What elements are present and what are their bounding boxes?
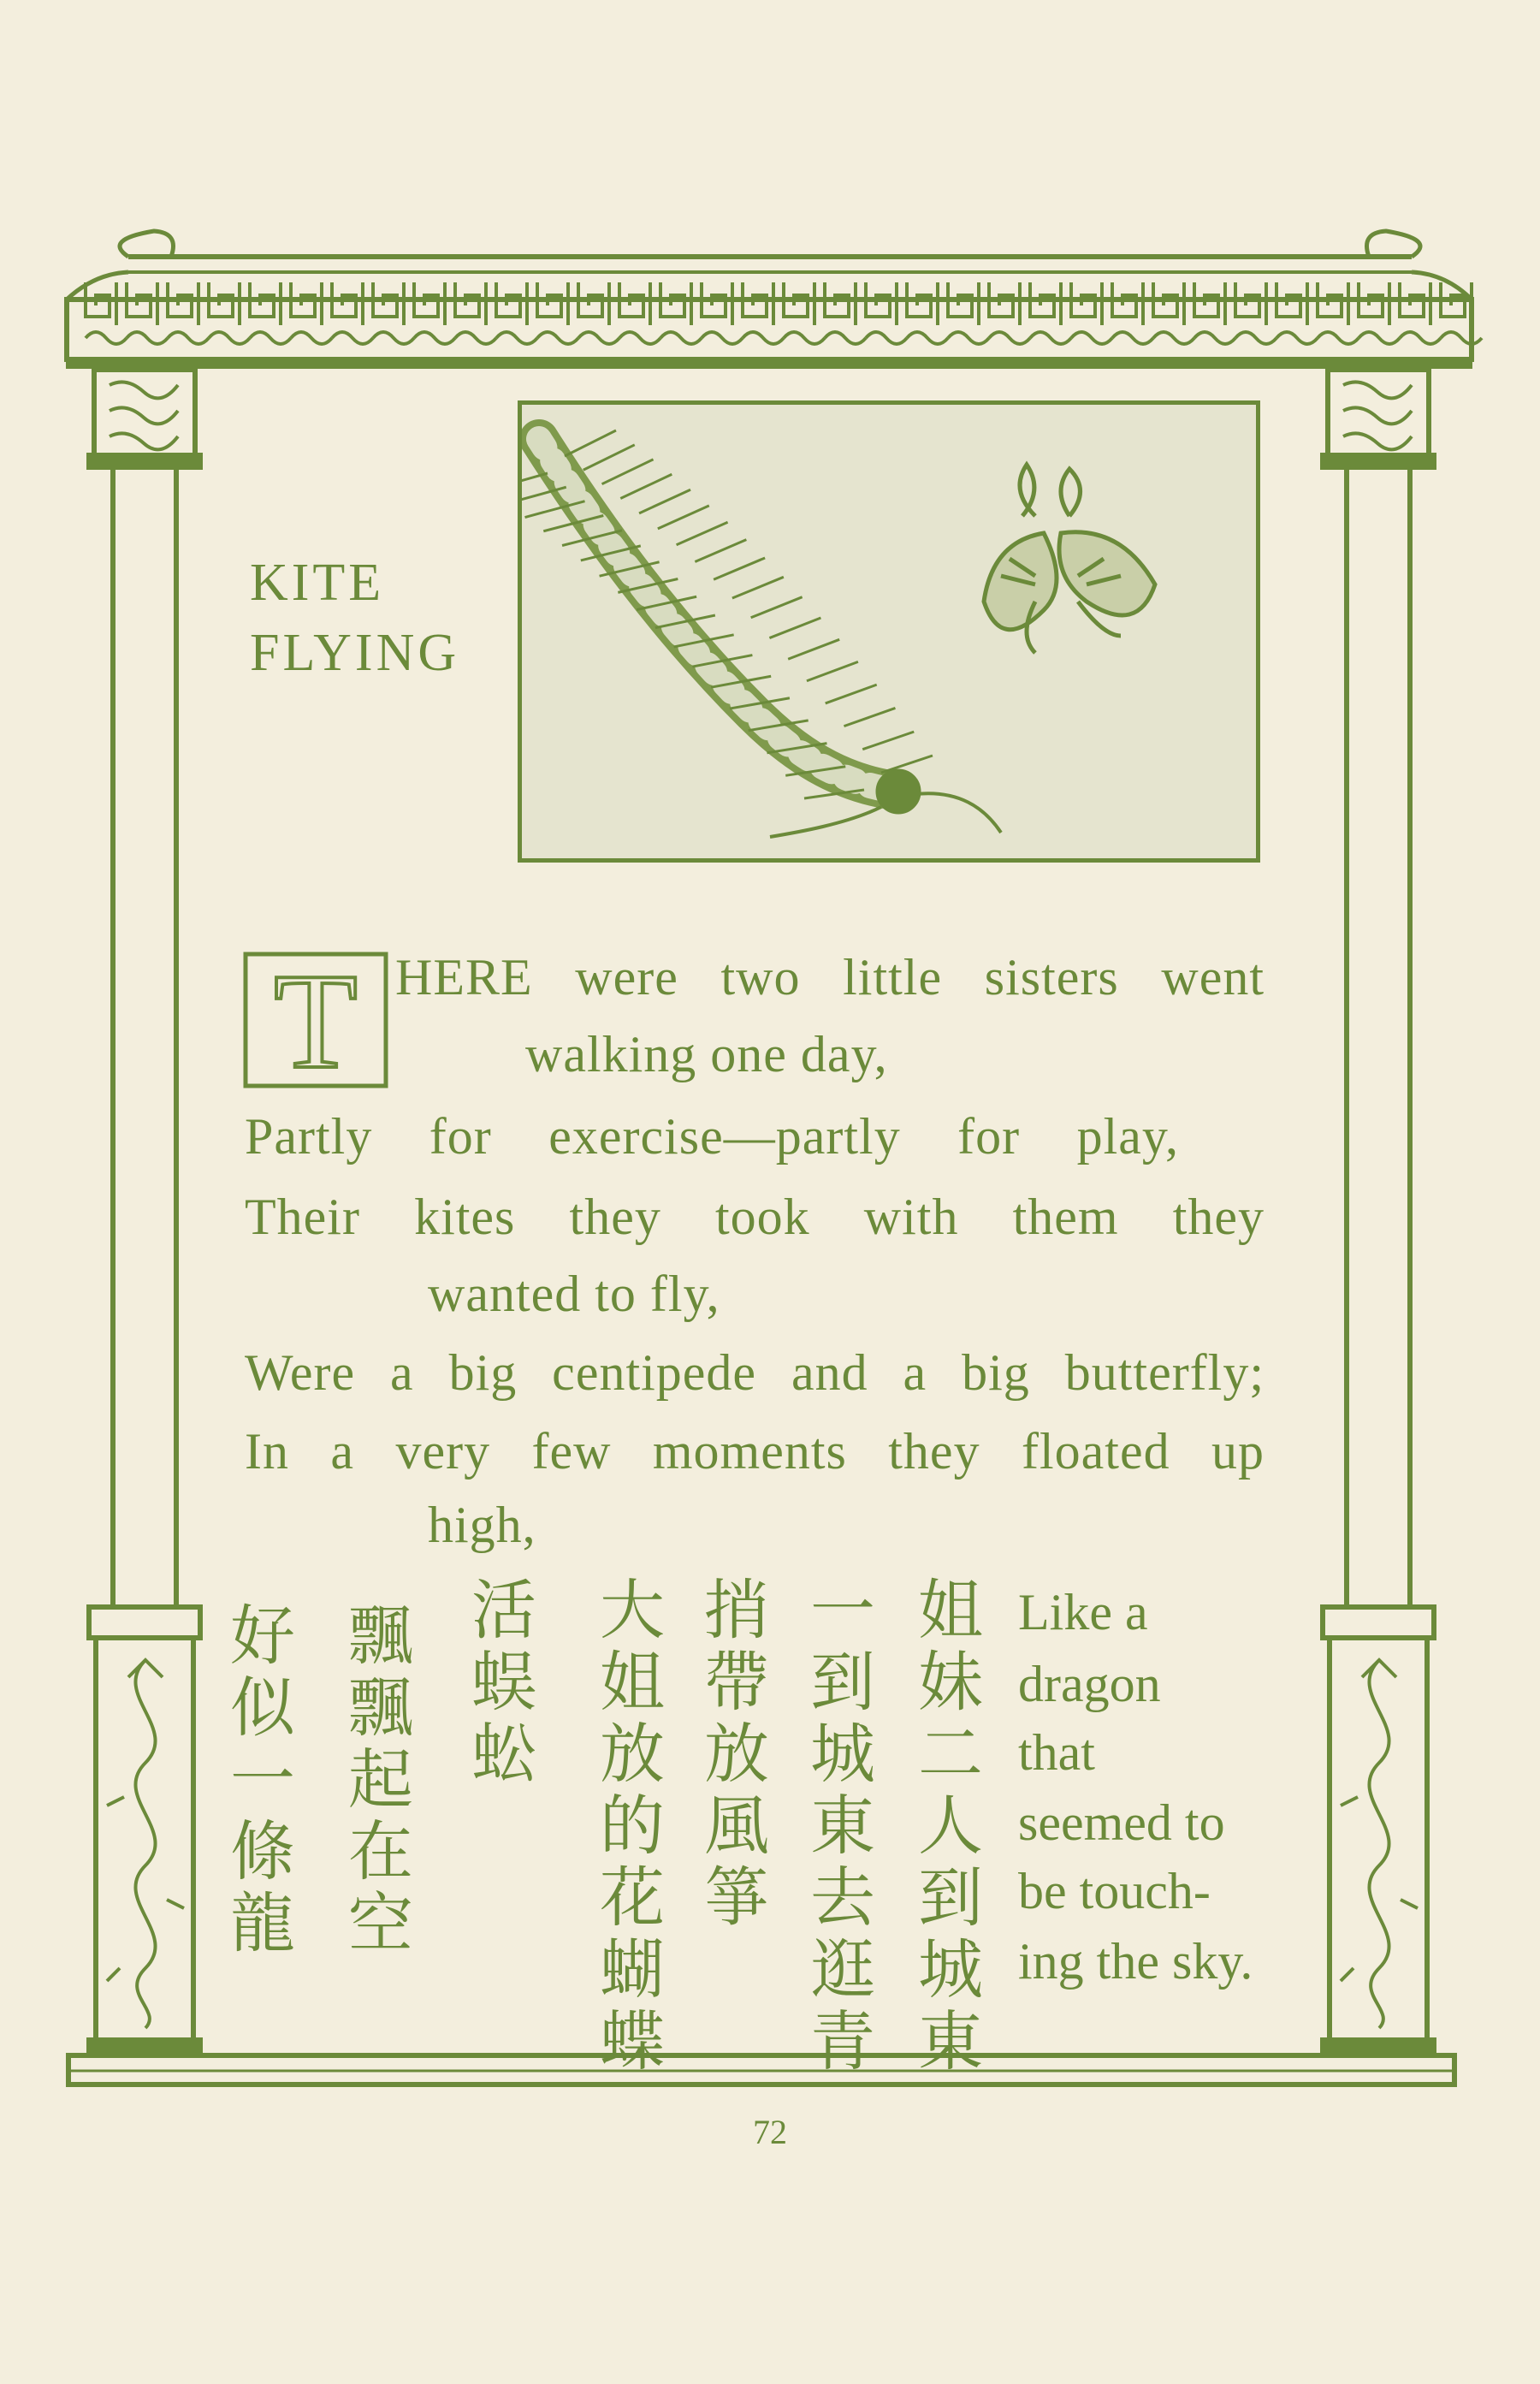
roof-wave (1235, 332, 1276, 344)
roof-wave (1194, 332, 1235, 344)
roof-wave (948, 332, 989, 344)
chinese-column-1: 姐妹二人到城東 (918, 1572, 983, 2079)
roof-wave (496, 332, 537, 344)
roof-wave (250, 332, 291, 344)
roof-tile (250, 282, 281, 325)
roof-tile (702, 282, 732, 325)
chinese-column-7: 好似一條龍 (230, 1598, 295, 1961)
roof-tile (537, 282, 568, 325)
roof-wave (1153, 332, 1194, 344)
roof-tile (168, 282, 198, 325)
roof-tile (1318, 282, 1348, 325)
roof-tile (332, 282, 363, 325)
roof-wave (86, 332, 127, 344)
roof-tile (86, 282, 116, 325)
page-title (250, 548, 515, 688)
roof-wave (702, 332, 743, 344)
side-line-6: ing the sky. (1018, 1933, 1253, 1990)
roof-tile (1112, 282, 1143, 325)
poem-line-1: HERE were two little sisters went (395, 949, 1265, 1005)
roof-wave (1112, 332, 1153, 344)
title-line-1: KITE (250, 554, 385, 612)
roof-wave (537, 332, 578, 344)
side-line-5: be touch- (1018, 1863, 1211, 1919)
roof-tile (127, 282, 157, 325)
poem-line-8: high, (428, 1497, 536, 1553)
roof-wave (414, 332, 455, 344)
roof-tile (743, 282, 773, 325)
title-line-2: FLYING (250, 624, 460, 682)
drop-cap-box (243, 952, 388, 1088)
roof-tile (414, 282, 445, 325)
roof-wave (1441, 332, 1482, 344)
roof-wave (619, 332, 660, 344)
roof-tile (948, 282, 979, 325)
poem-line-5: wanted to fly, (428, 1266, 720, 1322)
roof-tile (619, 282, 650, 325)
roof-wave (866, 332, 907, 344)
chinese-column-3: 捎帶放風箏 (704, 1572, 769, 1936)
roof-tile (989, 282, 1020, 325)
side-line-2: dragon (1018, 1656, 1161, 1712)
roof-tile (291, 282, 322, 325)
roof-tile (784, 282, 814, 325)
roof-wave (1359, 332, 1400, 344)
chinese-column-5: 活蜈蚣 (471, 1572, 536, 1792)
roof-tile (1400, 282, 1430, 325)
roof-wave (373, 332, 414, 344)
roof-tile (1153, 282, 1184, 325)
roof-tile (1235, 282, 1266, 325)
roof-tile (1276, 282, 1307, 325)
roof-tile (866, 282, 897, 325)
roof-wave (1318, 332, 1359, 344)
chinese-column-4: 大姐放的花蝴蝶 (600, 1572, 665, 2079)
roof-wave (784, 332, 825, 344)
roof-wave (1276, 332, 1318, 344)
butterfly-kite-icon (984, 465, 1155, 653)
roof-wave (1030, 332, 1071, 344)
roof-tile (1030, 282, 1061, 325)
roof-wave (291, 332, 332, 344)
roof-wave (455, 332, 496, 344)
chinese-column-2: 一到城東去逛青 (810, 1572, 875, 2079)
roof-tile (373, 282, 404, 325)
side-line-3: that (1018, 1724, 1095, 1781)
page-number: 72 (753, 2113, 787, 2151)
roof-tile (825, 282, 856, 325)
roof-wave (989, 332, 1030, 344)
roof-tile (1071, 282, 1102, 325)
roof-tile (455, 282, 486, 325)
roof-wave (168, 332, 209, 344)
roof-tile (660, 282, 691, 325)
side-line-4: seemed to (1018, 1794, 1225, 1851)
centipede-kite-icon (522, 430, 1001, 837)
roof-wave (743, 332, 784, 344)
poem-line-6: Were a big centipede and a big butterfly; (245, 1344, 1265, 1401)
poem-line-4: Their kites they took with them they (245, 1189, 1265, 1245)
chinese-column-6: 飄飄起在空 (348, 1598, 413, 1961)
poem-line-3: Partly for exercise—partly for play, (245, 1108, 1179, 1165)
roof-tile (907, 282, 938, 325)
roof-wave (332, 332, 373, 344)
poem-line-2: walking one day, (525, 1026, 888, 1082)
roof-wave (1400, 332, 1441, 344)
roof-tile (1194, 282, 1225, 325)
roof-wave (825, 332, 866, 344)
kite-illustration (518, 400, 1260, 863)
roof-wave (127, 332, 168, 344)
roof-wave (1071, 332, 1112, 344)
roof-wave (578, 332, 619, 344)
roof-tile (1359, 282, 1389, 325)
roof-wave (907, 332, 948, 344)
roof-tile (496, 282, 527, 325)
roof-wave (660, 332, 702, 344)
poem-line-7: In a very few moments they floated up (245, 1423, 1265, 1480)
side-line-1: Like a (1018, 1584, 1148, 1640)
roof-tile (209, 282, 240, 325)
drop-cap-letter: T (274, 952, 358, 1088)
roof-tile (578, 282, 609, 325)
roof-wave (209, 332, 250, 344)
